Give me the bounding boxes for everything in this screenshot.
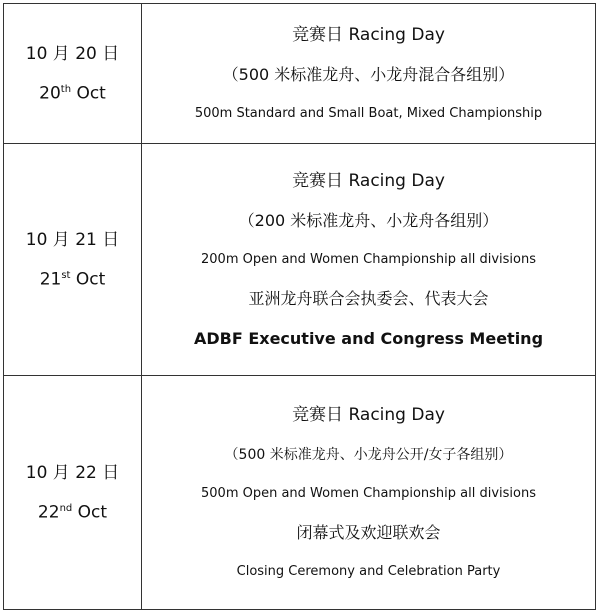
date-english — [4, 498, 141, 524]
table-row-oct-20 — [4, 4, 596, 144]
event-detail-en: 200m Open and Women Championship all divisions — [201, 251, 536, 267]
date-day: 21 — [39, 269, 62, 290]
date-chinese: 10 月 22 日 — [25, 462, 120, 483]
ceremony-title-cn: 闭幕式及欢迎联欢会 — [296, 522, 441, 542]
event-title: 竞赛日 Racing Day — [292, 24, 445, 45]
date-month: Oct — [76, 83, 106, 104]
meeting-title-en: ADBF Executive and Congress Meeting — [193, 328, 544, 348]
event-title: 竞赛日 Racing Day — [292, 170, 445, 191]
event-cell — [142, 4, 596, 144]
event-detail-cn: （200 米标准龙舟、小龙舟各组别） — [238, 210, 499, 230]
meeting-title-cn: 亚洲龙舟联合会执委会、代表大会 — [248, 288, 489, 308]
date-ordinal-suffix: nd — [59, 502, 73, 514]
ceremony-title-en: Closing Ceremony and Celebration Party — [236, 563, 501, 579]
event-detail-en: 500m Open and Women Championship all divisions — [201, 485, 536, 501]
date-month: Oct — [77, 502, 108, 523]
event-detail-en: 500m Standard and Small Boat, Mixed Championship — [194, 105, 543, 121]
date-month: Oct — [75, 269, 106, 290]
date-english — [4, 265, 141, 291]
date-cell — [4, 144, 142, 376]
date-day: 22 — [37, 502, 60, 523]
event-detail-cn: （500 米标准龙舟、小龙舟公开/女子各组别） — [224, 446, 513, 463]
date-cell — [4, 4, 142, 144]
event-cell — [142, 144, 596, 376]
date-cell — [4, 376, 142, 610]
date-english — [4, 79, 141, 105]
table-row-oct-22 — [4, 376, 596, 610]
date-ordinal-suffix: th — [60, 83, 72, 95]
date-ordinal-suffix: st — [61, 269, 71, 281]
schedule-table — [3, 3, 596, 610]
event-title: 竞赛日 Racing Day — [292, 404, 445, 425]
date-chinese: 10 月 20 日 — [25, 43, 120, 64]
table-row-oct-21 — [4, 144, 596, 376]
event-detail-cn: （500 米标准龙舟、小龙舟混合各组别） — [222, 64, 515, 84]
date-day: 20 — [39, 83, 61, 104]
date-chinese: 10 月 21 日 — [25, 229, 120, 250]
event-cell — [142, 376, 596, 610]
